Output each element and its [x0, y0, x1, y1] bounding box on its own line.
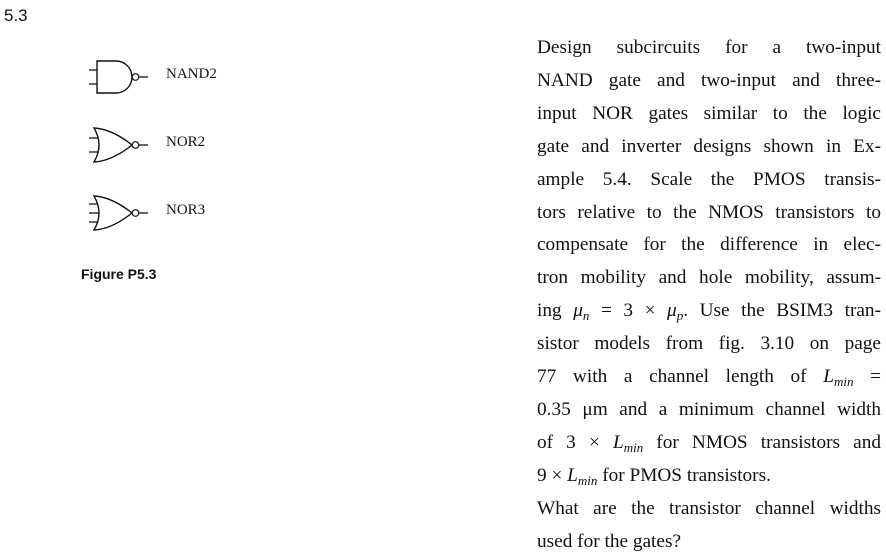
text-fragment: 9 × — [537, 464, 568, 486]
math-sub-min: min — [577, 472, 598, 488]
math-sub-min: min — [623, 439, 644, 455]
math-L: L — [612, 431, 624, 453]
math-mu: μ — [667, 300, 677, 322]
figure-caption: Figure P5.3 — [81, 266, 157, 282]
text-line: gate and inverter designs shown in Ex- — [537, 135, 881, 157]
text-fragment: = — [853, 366, 881, 388]
text-line: 0.35 μm and a minimum channel width — [537, 398, 881, 420]
text-line: sistor models from fig. 3.10 on page — [537, 333, 881, 355]
math-sub-p: p — [676, 308, 684, 324]
math-L: L — [567, 464, 578, 486]
math-sub-min: min — [833, 374, 854, 390]
text-fragment: 77 with a channel length of — [537, 366, 807, 388]
text-line-pmos-width — [537, 460, 881, 493]
text-line-mobility — [537, 295, 881, 328]
text-line: ample 5.4. Scale the PMOS transis- — [537, 168, 881, 190]
nor-gate-symbol — [84, 125, 164, 165]
math-mu: μ — [573, 300, 583, 322]
nand-gate-symbol — [84, 57, 164, 97]
text-line: input NOR gates similar to the logic — [537, 102, 881, 124]
math-L: L — [823, 366, 834, 388]
problem-number: 5.3 — [4, 6, 28, 25]
text-fragment: . Use the BSIM3 tran- — [683, 300, 881, 322]
math-sub-n: n — [582, 308, 590, 324]
text-line: NAND gate and two-input and three- — [537, 69, 881, 91]
text-line: tron mobility and hole mobility, assum- — [537, 267, 881, 289]
text-fragment: of 3 × — [537, 431, 613, 453]
gate-label-nor2: NOR2 — [166, 134, 206, 150]
text-fragment: ing — [537, 300, 562, 322]
text-line: compensate for the difference in elec- — [537, 234, 881, 256]
gate-label-nand2: NAND2 — [166, 66, 217, 82]
text-fragment: for NMOS transistors and — [643, 431, 881, 453]
text-line: Design subcircuits for a two-input — [537, 37, 881, 58]
text-line: tors relative to the NMOS transistors to — [537, 201, 881, 223]
text-line: What are the transistor channel widths — [537, 497, 881, 519]
text-fragment: for PMOS transistors. — [597, 464, 771, 486]
text-line-lmin — [537, 361, 881, 394]
problem-text — [537, 32, 881, 559]
math-equals-three-times: = 3 × — [589, 300, 668, 322]
gate-label-nor3: NOR3 — [166, 202, 206, 218]
text-line-nmos-width — [537, 427, 881, 460]
nor-gate-symbol — [84, 193, 164, 233]
text-line: used for the gates? — [537, 530, 682, 552]
